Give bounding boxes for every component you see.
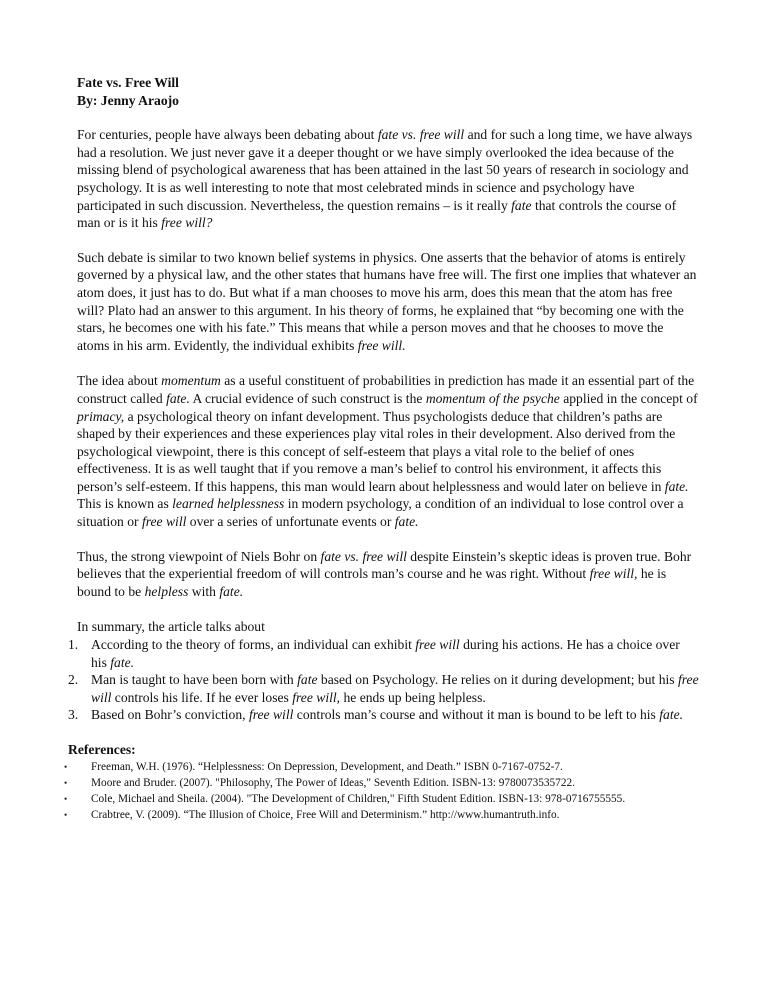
summary-item-text: Based on Bohr’s conviction, free will controls man’s course and without it man is bound to be left to his fate. bbox=[91, 707, 684, 723]
reference-item bbox=[62, 775, 699, 791]
emphasis-text: fate. bbox=[394, 514, 419, 530]
emphasis-text: free will, bbox=[589, 566, 638, 582]
emphasis-text: free will, bbox=[292, 689, 341, 705]
reference-item bbox=[62, 759, 699, 775]
emphasis-text: free will. bbox=[357, 337, 406, 353]
paragraph-1: For centuries, people have always been debating about fate vs. free will and for such a long time, we have always had a resolution. We just never gave it a deeper thought or we have simply overlooked the idea because of the missing blend of psychological awareness that has been attained in the last 50 years of research in sociology and psychology. It is as well interesting to note that most celebrated minds in science and psychology have participated in such discussion. Nevertheless, the question remains – is it really fate that controls the course of man or is it his free will? bbox=[77, 127, 693, 231]
document-byline: By: Jenny Araojo bbox=[77, 92, 179, 108]
spacer bbox=[77, 600, 699, 618]
emphasis-text: momentum bbox=[161, 373, 221, 389]
emphasis-text: free will bbox=[248, 707, 294, 723]
summary-item-number: 1. bbox=[68, 637, 79, 653]
document-title: Fate vs. Free Will bbox=[77, 75, 179, 90]
emphasis-text: fate bbox=[511, 197, 532, 213]
reference-text: Moore and Bruder. (2007). "Philosophy, The Power of Ideas," Seventh Edition. ISBN-13: 9780073535722. bbox=[91, 776, 575, 789]
emphasis-text: fate vs. free will bbox=[320, 548, 407, 564]
document-page bbox=[64, 74, 699, 823]
summary-item-number: 3. bbox=[68, 707, 79, 723]
bullet-icon: • bbox=[64, 761, 68, 772]
spacer bbox=[77, 724, 699, 741]
summary-list bbox=[68, 636, 699, 724]
summary-item-text: According to the theory of forms, an individual can exhibit free will during his actions. He has a choice over his fate. bbox=[91, 637, 680, 670]
emphasis-text: primacy, bbox=[77, 408, 125, 424]
paragraph-4: Thus, the strong viewpoint of Niels Bohr on fate vs. free will despite Einstein’s skeptic ideas is proven true. Bohr believes that the experiential freedom of will controls man’s course and he was right. Without free will, he is bound to be helpless with fate. bbox=[77, 548, 692, 599]
references-heading: References: bbox=[68, 742, 136, 757]
spacer bbox=[77, 531, 699, 548]
spacer bbox=[77, 354, 699, 372]
bullet-icon: • bbox=[64, 809, 68, 820]
emphasis-text: fate. bbox=[110, 654, 135, 670]
reference-item bbox=[62, 807, 699, 823]
summary-item bbox=[68, 671, 699, 706]
emphasis-text: fate. bbox=[219, 583, 244, 599]
paragraph-3: The idea about momentum as a useful constituent of probabilities in prediction has made it an essential part of the construct called fate. A crucial evidence of such construct is the momentum of the psyche applied in the concept of primacy, a psychological theory on infant development. Thus psychologists deduce that children’s paths are shaped by their experiences and these experiences play vital roles in their development. Also derived from the psychological viewpoint, there is this concept of self-esteem that plays a vital role to the belief of ones effectiveness. It is as well taught that if you remove a man’s belief to control his environment, it affects this person’s self-esteem. If this happens, this man would learn about helplessness and would later on believe in fate. This is known as learned helplessness in modern psychology, a condition of an individual to lose control over a situation or free will over a series of unfortunate events or fate. bbox=[77, 373, 698, 530]
summary-intro: In summary, the article talks about bbox=[77, 619, 265, 635]
emphasis-text: fate. bbox=[166, 390, 190, 406]
reference-item bbox=[62, 791, 699, 807]
summary-item-number: 2. bbox=[68, 672, 79, 688]
summary-item-text: Man is taught to have been born with fate based on Psychology. He relies on it during development; but his free will controls his life. If he ever loses free will, he ends up being helpless. bbox=[91, 672, 699, 705]
reference-text: Cole, Michael and Sheila. (2004). "The Development of Children," Fifth Student Edition. ISBN-13: 978-0716755555. bbox=[91, 792, 626, 805]
emphasis-text: momentum of the psyche bbox=[425, 390, 560, 406]
emphasis-text: helpless bbox=[144, 583, 189, 599]
paragraph-2: Such debate is similar to two known belief systems in physics. One asserts that the behavior of atoms is entirely governed by a physical law, and the other states that humans have free will. The first one implies that whatever an atom does, it just has to do. But what if a man chooses to move his arm, does this mean that the atom has free will? Plato had an answer to this argument. In his theory of forms, he explained that “by becoming one with the stars, he becomes one with his fate.” This means that while a person moves and that he chooses to move the atoms in his arm. Evidently, the individual exhibits free will. bbox=[77, 249, 697, 353]
reference-text: Freeman, W.H. (1976). “Helplessness: On Depression, Development, and Death.” ISBN 0-7167-0752-7. bbox=[91, 760, 563, 773]
emphasis-text: free will bbox=[141, 514, 187, 530]
emphasis-text: free will bbox=[415, 637, 460, 653]
emphasis-text: fate. bbox=[664, 478, 689, 494]
summary-item bbox=[68, 706, 699, 724]
emphasis-text: free will bbox=[91, 672, 699, 705]
emphasis-text: fate bbox=[297, 672, 318, 688]
emphasis-text: fate vs. free will bbox=[377, 127, 465, 143]
references-list bbox=[62, 759, 699, 823]
spacer bbox=[77, 232, 699, 249]
spacer bbox=[77, 109, 699, 126]
emphasis-text: fate. bbox=[659, 707, 684, 723]
summary-item bbox=[68, 636, 699, 671]
reference-text: Crabtree, V. (2009). “The Illusion of Choice, Free Will and Determinism.” http://www.humantruth.info. bbox=[91, 808, 560, 821]
emphasis-text: free will? bbox=[161, 215, 213, 231]
emphasis-text: learned helplessness bbox=[172, 496, 285, 512]
bullet-icon: • bbox=[64, 777, 68, 788]
bullet-icon: • bbox=[64, 793, 68, 804]
